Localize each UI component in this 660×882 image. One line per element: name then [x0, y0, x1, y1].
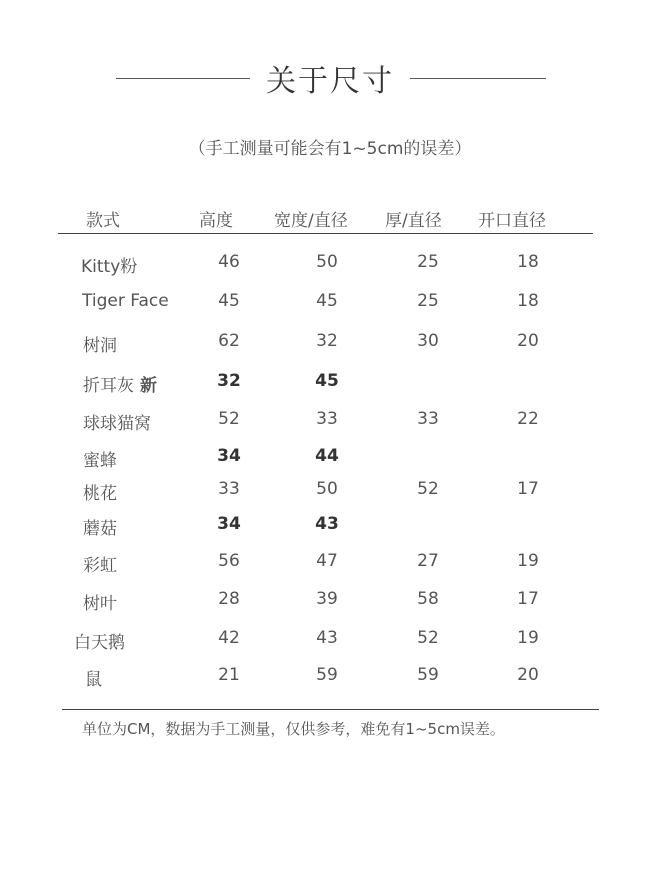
- header-rule: [58, 233, 593, 234]
- opening-value: 17: [517, 479, 539, 499]
- height-value: 28: [218, 589, 240, 609]
- subtitle: （手工测量可能会有1~5cm的误差）: [188, 139, 472, 159]
- width-value: 43: [316, 628, 338, 648]
- thickness-value: 58: [417, 589, 439, 609]
- opening-value: 18: [517, 252, 539, 272]
- product-name-text: 彩虹: [83, 556, 117, 576]
- table-row: [0, 665, 660, 695]
- height-value: 21: [218, 665, 240, 685]
- thickness-value: 52: [417, 628, 439, 648]
- product-name-text: 折耳灰: [83, 376, 134, 396]
- width-value: 50: [316, 252, 338, 272]
- thickness-value: 27: [417, 551, 439, 571]
- table-row: [0, 371, 660, 401]
- product-name: [82, 291, 169, 311]
- height-value: 56: [218, 551, 240, 571]
- product-name: [83, 371, 157, 396]
- width-value: 47: [316, 551, 338, 571]
- product-name: [83, 589, 117, 614]
- table-row: [0, 589, 660, 619]
- height-value: 34: [217, 514, 241, 534]
- thickness-value: 33: [417, 409, 439, 429]
- opening-value: 18: [517, 291, 539, 311]
- height-value: 32: [217, 371, 241, 391]
- opening-value: 20: [517, 331, 539, 351]
- title-section: [0, 56, 660, 102]
- product-name-text: 球球猫窝: [83, 414, 151, 434]
- height-value: 45: [218, 291, 240, 311]
- product-name-text: 桃花: [83, 484, 117, 504]
- product-name: [83, 479, 117, 504]
- height-value: 62: [218, 331, 240, 351]
- opening-value: 17: [517, 589, 539, 609]
- table-row: [0, 628, 660, 658]
- table-row: [0, 551, 660, 581]
- product-name: [83, 331, 117, 356]
- table-row: [0, 409, 660, 439]
- page-title: 关于尺寸: [266, 64, 394, 99]
- table-row: [0, 252, 660, 282]
- product-name-text: 鼠: [85, 670, 102, 690]
- width-value: 39: [316, 589, 338, 609]
- header-height: 高度: [199, 211, 233, 231]
- table-row: [0, 446, 660, 476]
- table-row: [0, 331, 660, 361]
- footer-rule: [62, 709, 599, 710]
- header-opening: 开口直径: [478, 211, 546, 231]
- product-name: [74, 628, 125, 653]
- thickness-value: 30: [417, 331, 439, 351]
- thickness-value: 59: [417, 665, 439, 685]
- product-name: [81, 252, 137, 277]
- width-value: 50: [316, 479, 338, 499]
- width-value: 45: [316, 291, 338, 311]
- height-value: 42: [218, 628, 240, 648]
- height-value: 46: [218, 252, 240, 272]
- product-name: [83, 446, 117, 471]
- product-name-text: 树叶: [83, 594, 117, 614]
- product-name-text: 蜜蜂: [83, 451, 117, 471]
- table-row: [0, 514, 660, 544]
- header-style: 款式: [86, 211, 120, 231]
- product-name-text: Tiger Face: [82, 291, 169, 311]
- height-value: 33: [218, 479, 240, 499]
- width-value: 59: [316, 665, 338, 685]
- product-name-text: Kitty粉: [81, 257, 138, 277]
- opening-value: 19: [517, 628, 539, 648]
- width-value: 45: [315, 371, 339, 391]
- product-name-text: 白天鹅: [74, 633, 125, 653]
- footnote: 单位为CM，数据为手工测量，仅供参考，难免有1~5cm误差。: [82, 720, 505, 738]
- table-header: [0, 206, 660, 232]
- thickness-value: 25: [417, 252, 439, 272]
- product-name: [83, 551, 117, 576]
- new-badge: 新: [140, 376, 157, 396]
- table-row: [0, 291, 660, 321]
- product-name: [83, 409, 151, 434]
- thickness-value: 25: [417, 291, 439, 311]
- width-value: 44: [315, 446, 339, 466]
- product-name-text: 树洞: [83, 336, 117, 356]
- header-width: 宽度/直径: [274, 211, 348, 231]
- width-value: 33: [316, 409, 338, 429]
- opening-value: 19: [517, 551, 539, 571]
- table-row: [0, 479, 660, 509]
- width-value: 43: [315, 514, 339, 534]
- product-name: [85, 665, 102, 690]
- product-name: [83, 514, 117, 539]
- opening-value: 20: [517, 665, 539, 685]
- title-divider-right: [410, 78, 546, 79]
- header-thickness: 厚/直径: [385, 211, 442, 231]
- thickness-value: 52: [417, 479, 439, 499]
- opening-value: 22: [517, 409, 539, 429]
- product-name-text: 蘑菇: [83, 519, 117, 539]
- height-value: 34: [217, 446, 241, 466]
- width-value: 32: [316, 331, 338, 351]
- title-divider-left: [116, 78, 250, 79]
- height-value: 52: [218, 409, 240, 429]
